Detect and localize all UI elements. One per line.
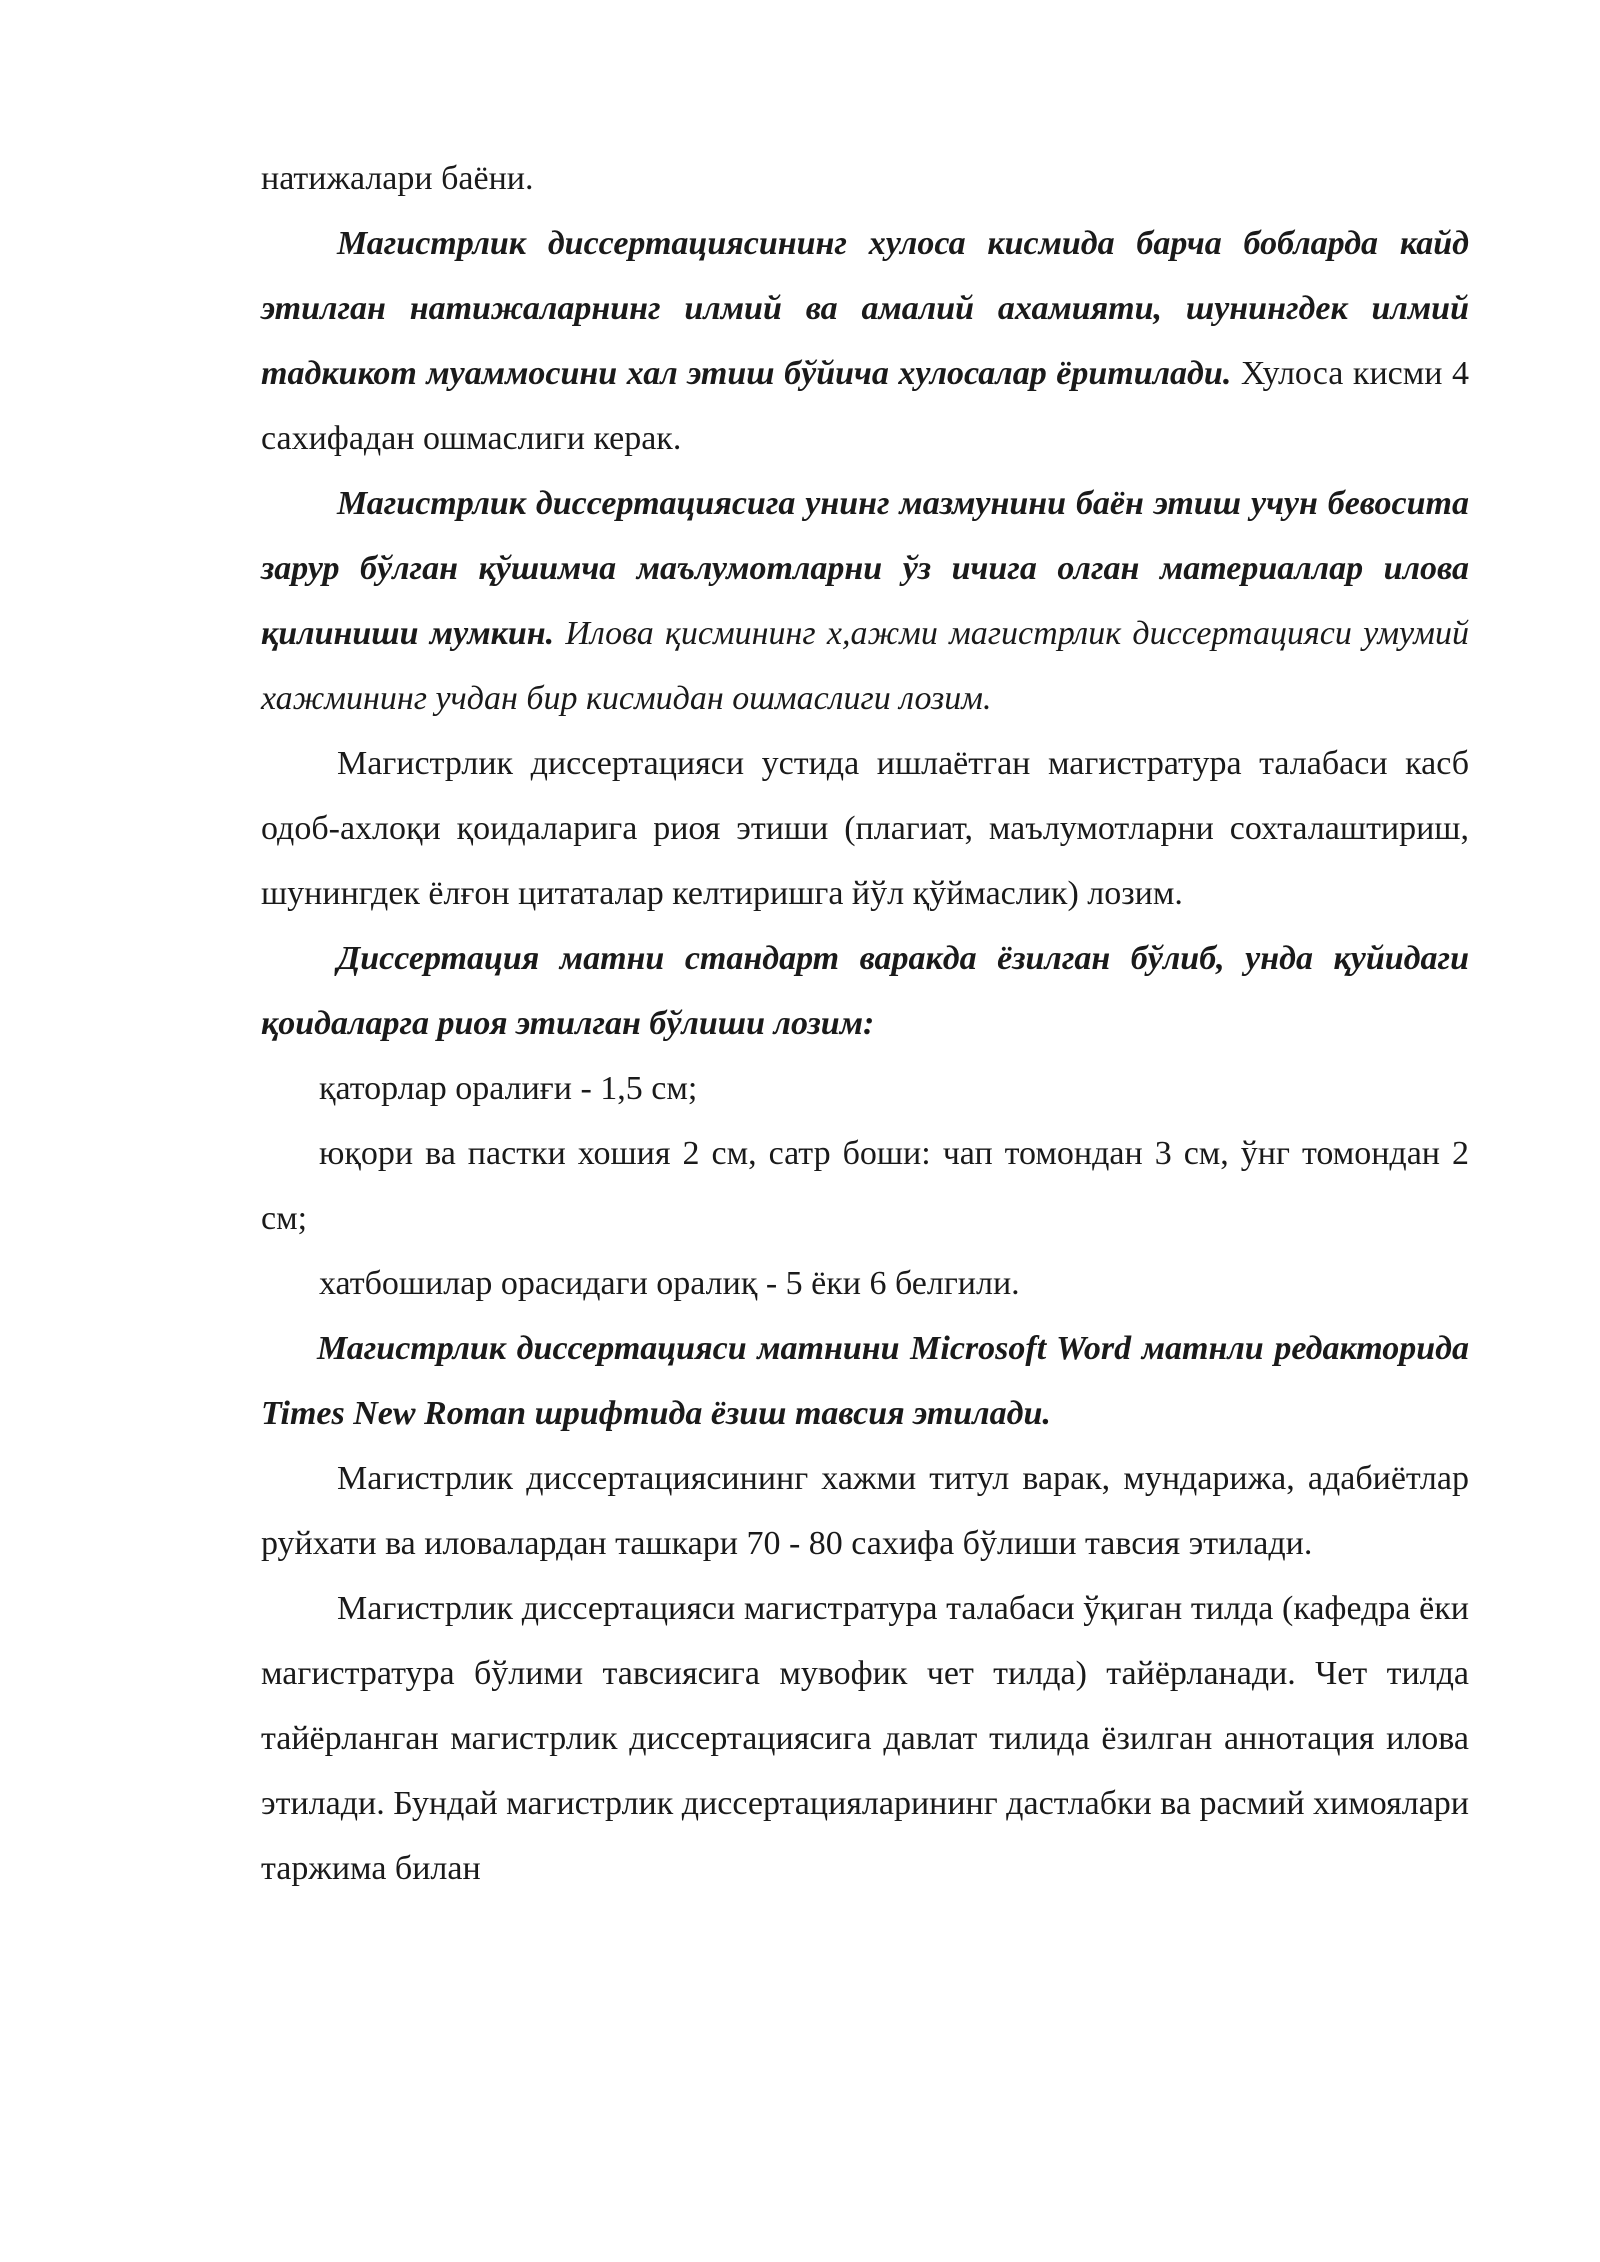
paragraph-results-end <box>261 146 1469 211</box>
text-run-bold-italic: Магистрлик диссертациясининг хулоса кисмида барча бобларда кайд этилган натижаларнинг илмий ва амалий ахамияти, шунингдек илмий тадкикот муаммосини хал этиш бўйича хулосалар ёритилади. <box>261 225 1469 392</box>
paragraph-font-recommendation <box>261 1316 1469 1446</box>
text-run: Хулоса кисми 4 сахифадан ошмаслиги керак. <box>261 355 1469 457</box>
text-run: Магистрлик диссертацияси устида ишлаётган магистратура талабаси касб одоб-ахлоқи қоидаларига риоя этиши (плагиат, маълумотларни сохталаштириш, шунингдек ёлғон цитаталар келтиришга йўл қўймаслик) лозим. <box>261 745 1469 912</box>
text-run: хатбошилар орасидаги оралиқ - 5 ёки 6 белгили. <box>319 1265 1020 1302</box>
text-run-italic: Илова қисмининг х,ажми магистрлик диссертацияси умумий хажмининг учдан бир кисмидан ошмаслиги лозим. <box>261 615 1469 717</box>
text-run: қаторлар оралиғи - 1,5 см; <box>319 1070 698 1107</box>
text-run: юқори ва пастки хошия 2 см, сатр боши: чап томондан 3 см, ўнг томондан 2 см; <box>261 1135 1469 1237</box>
text-run: Магистрлик диссертациясининг хажми титул варак, мундарижа, адабиётлар руйхати ва иловалардан ташкари 70 - 80 сахифа бўлиши тавсия этилади. <box>261 1460 1469 1562</box>
document-page <box>261 146 1469 1901</box>
text-run: Магистрлик диссертацияси магистратура талабаси ўқиган тилда (кафедра ёки магистратура бўлими тавсиясига мувофик чет тилда) тайёрланади. Чет тилда тайёрланган магистрлик диссертациясига давлат тилида ёзилган аннотация илова этилади. Бундай магистрлик диссертацияларининг дастлабки ва расмий химоялари таржима билан <box>261 1590 1469 1887</box>
text-run-bold-italic: Магистрлик диссертацияси матнини Microsoft Word матнли редакторида Times New Roman шрифтида ёзиш тавсия этилади. <box>261 1330 1469 1432</box>
paragraph-language <box>261 1576 1469 1901</box>
list-item-margins <box>261 1121 1469 1251</box>
text-run-bold-italic: Магистрлик диссертациясига унинг мазмунини баён этиш учун бевосита зарур бўлган қўшимча маълумотларни ўз ичига олган материаллар илова қилиниши мумкин. <box>261 485 1469 652</box>
paragraph-appendix <box>261 471 1469 731</box>
list-item-line-spacing <box>261 1056 1469 1121</box>
paragraph-conclusion <box>261 211 1469 471</box>
paragraph-volume <box>261 1446 1469 1576</box>
text-run: натижалари баёни. <box>261 160 534 197</box>
list-item-indent <box>261 1251 1469 1316</box>
paragraph-format-rules-heading <box>261 926 1469 1056</box>
paragraph-ethics <box>261 731 1469 926</box>
text-run-bold-italic: Диссертация матни стандарт варакда ёзилган бўлиб, унда қуйидаги қоидаларга риоя этилган бўлиши лозим: <box>261 940 1469 1042</box>
